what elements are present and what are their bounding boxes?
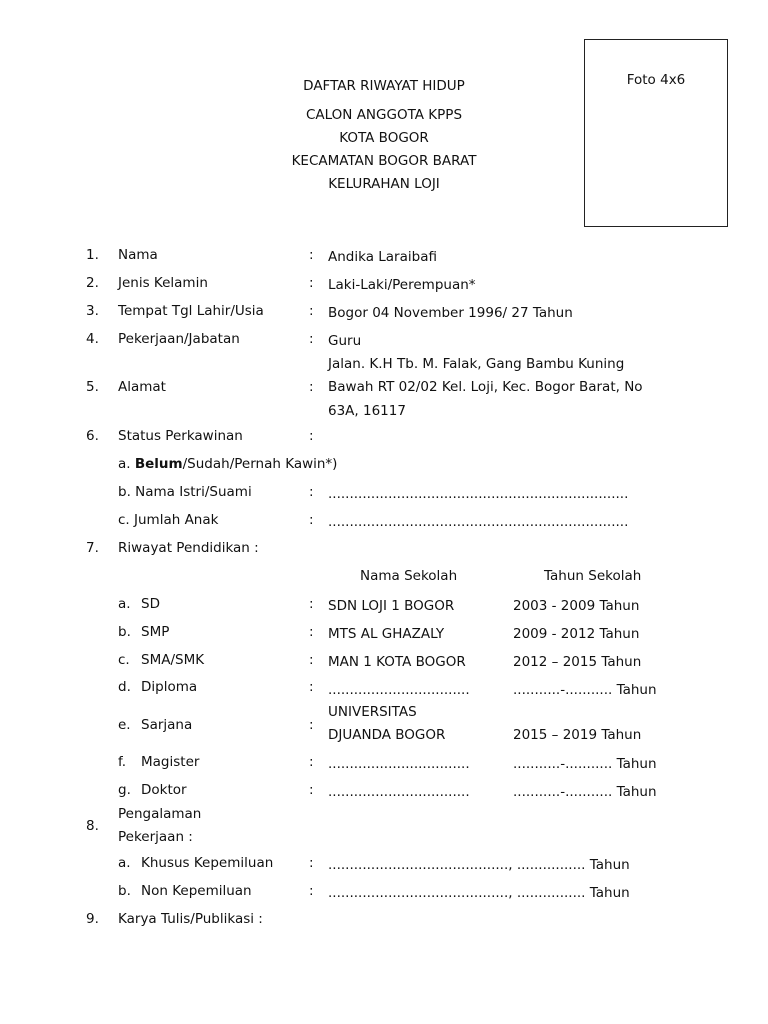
edu-year: 2012 – 2015 Tahun	[513, 654, 642, 670]
label-nama: Nama	[118, 247, 158, 263]
header-line-4: KECAMATAN BOGOR BARAT	[291, 153, 477, 169]
photo-label: Foto 4x6	[626, 72, 686, 88]
status-option-a	[118, 455, 337, 473]
item-number: 8.	[86, 818, 99, 834]
label-jumlah-anak: c. Jumlah Anak	[118, 512, 219, 528]
column-header-school: Nama Sekolah	[360, 568, 458, 584]
value-alamat-line2: Bawah RT 02/02 Kel. Loji, Kec. Bogor Barat, No	[328, 379, 643, 395]
item-number: 9.	[86, 911, 99, 927]
edu-year: 2009 - 2012 Tahun	[513, 626, 640, 642]
item-number: 3.	[86, 303, 99, 319]
colon: :	[309, 754, 314, 770]
edu-level: Magister	[141, 754, 200, 770]
exp-letter: a.	[118, 855, 131, 871]
colon: :	[309, 883, 314, 899]
status-selected: Belum	[134, 456, 183, 472]
item-number: 6.	[86, 428, 99, 444]
edu-level: SMP	[141, 624, 170, 640]
label-ttl: Tempat Tgl Lahir/Usia	[118, 303, 264, 319]
edu-level: Diploma	[141, 679, 198, 695]
edu-year: ...........-........... Tahun	[513, 784, 657, 800]
label-jenis-kelamin: Jenis Kelamin	[118, 275, 208, 291]
label-nama-istri-suami: b. Nama Istri/Suami	[118, 484, 252, 500]
colon: :	[309, 428, 314, 444]
item-number: 7.	[86, 540, 99, 556]
column-header-year: Tahun Sekolah	[544, 568, 642, 584]
item-number: 1.	[86, 247, 99, 263]
edu-year: 2015 – 2019 Tahun	[513, 727, 642, 743]
status-a-rest: /Sudah/Pernah Kawin*)	[182, 456, 338, 472]
label-khusus-kepemiluan: Khusus Kepemiluan	[141, 855, 274, 871]
edu-year: ...........-........... Tahun	[513, 682, 657, 698]
colon: :	[309, 484, 314, 500]
edu-year: ...........-........... Tahun	[513, 756, 657, 772]
value-khusus-kepemiluan: .........................................., ................ Tahun	[328, 857, 630, 873]
header-line-3: KOTA BOGOR	[339, 130, 429, 146]
colon: :	[309, 275, 314, 291]
colon: :	[309, 596, 314, 612]
edu-school: SDN LOJI 1 BOGOR	[328, 598, 455, 614]
value-jenis-kelamin: Laki-Laki/Perempuan*	[328, 277, 476, 293]
value-alamat-line1: Jalan. K.H Tb. M. Falak, Gang Bambu Kuning	[328, 356, 625, 372]
edu-school: .................................	[328, 756, 470, 772]
colon: :	[309, 247, 314, 263]
label-pekerjaan: Pekerjaan/Jabatan	[118, 331, 240, 347]
edu-letter: e.	[118, 717, 131, 733]
edu-letter: d.	[118, 679, 131, 695]
value-jumlah-anak: ......................................................................	[328, 514, 629, 530]
edu-letter: b.	[118, 624, 131, 640]
value-ttl: Bogor 04 November 1996/ 27 Tahun	[328, 305, 573, 321]
edu-level: Doktor	[141, 782, 187, 798]
value-alamat-line3: 63A, 16117	[328, 403, 406, 419]
edu-school: .................................	[328, 682, 470, 698]
item-number: 5.	[86, 379, 99, 395]
value-nama-istri-suami: ......................................................................	[328, 486, 629, 502]
value-non-kepemiluan: .........................................., ................ Tahun	[328, 885, 630, 901]
edu-school: UNIVERSITAS	[328, 704, 417, 720]
colon: :	[309, 303, 314, 319]
item-number: 2.	[86, 275, 99, 291]
edu-level: SMA/SMK	[141, 652, 205, 668]
edu-letter: g.	[118, 782, 131, 798]
edu-letter: a.	[118, 596, 131, 612]
edu-letter: c.	[118, 652, 130, 668]
header-line-2: CALON ANGGOTA KPPS	[305, 107, 463, 123]
exp-letter: b.	[118, 883, 131, 899]
photo-placeholder	[584, 39, 728, 227]
label-pengalaman-line1: Pengalaman	[118, 806, 202, 822]
colon: :	[309, 782, 314, 798]
colon: :	[309, 855, 314, 871]
label-riwayat-pendidikan: Riwayat Pendidikan :	[118, 540, 259, 556]
label-alamat: Alamat	[118, 379, 166, 395]
colon: :	[309, 379, 314, 395]
label-karya-tulis: Karya Tulis/Publikasi :	[118, 911, 263, 927]
value-nama: Andika Laraibafi	[328, 249, 437, 265]
value-pekerjaan: Guru	[328, 333, 362, 349]
colon: :	[309, 624, 314, 640]
status-a-prefix: a.	[118, 456, 135, 472]
edu-level: SD	[141, 596, 160, 612]
edu-school: MTS AL GHAZALY	[328, 626, 445, 642]
label-status-perkawinan: Status Perkawinan	[118, 428, 243, 444]
label-pengalaman-line2: Pekerjaan :	[118, 829, 193, 845]
colon: :	[309, 717, 314, 733]
colon: :	[309, 652, 314, 668]
edu-school: .................................	[328, 784, 470, 800]
colon: :	[309, 331, 314, 347]
item-number: 4.	[86, 331, 99, 347]
document-title: DAFTAR RIWAYAT HIDUP	[303, 78, 465, 94]
edu-letter: f.	[118, 754, 127, 770]
edu-school-line2: DJUANDA BOGOR	[328, 727, 446, 743]
colon: :	[309, 679, 314, 695]
edu-year: 2003 - 2009 Tahun	[513, 598, 640, 614]
edu-school: MAN 1 KOTA BOGOR	[328, 654, 466, 670]
colon: :	[309, 512, 314, 528]
header-line-5: KELURAHAN LOJI	[328, 176, 440, 192]
label-non-kepemiluan: Non Kepemiluan	[141, 883, 252, 899]
edu-level: Sarjana	[141, 717, 193, 733]
